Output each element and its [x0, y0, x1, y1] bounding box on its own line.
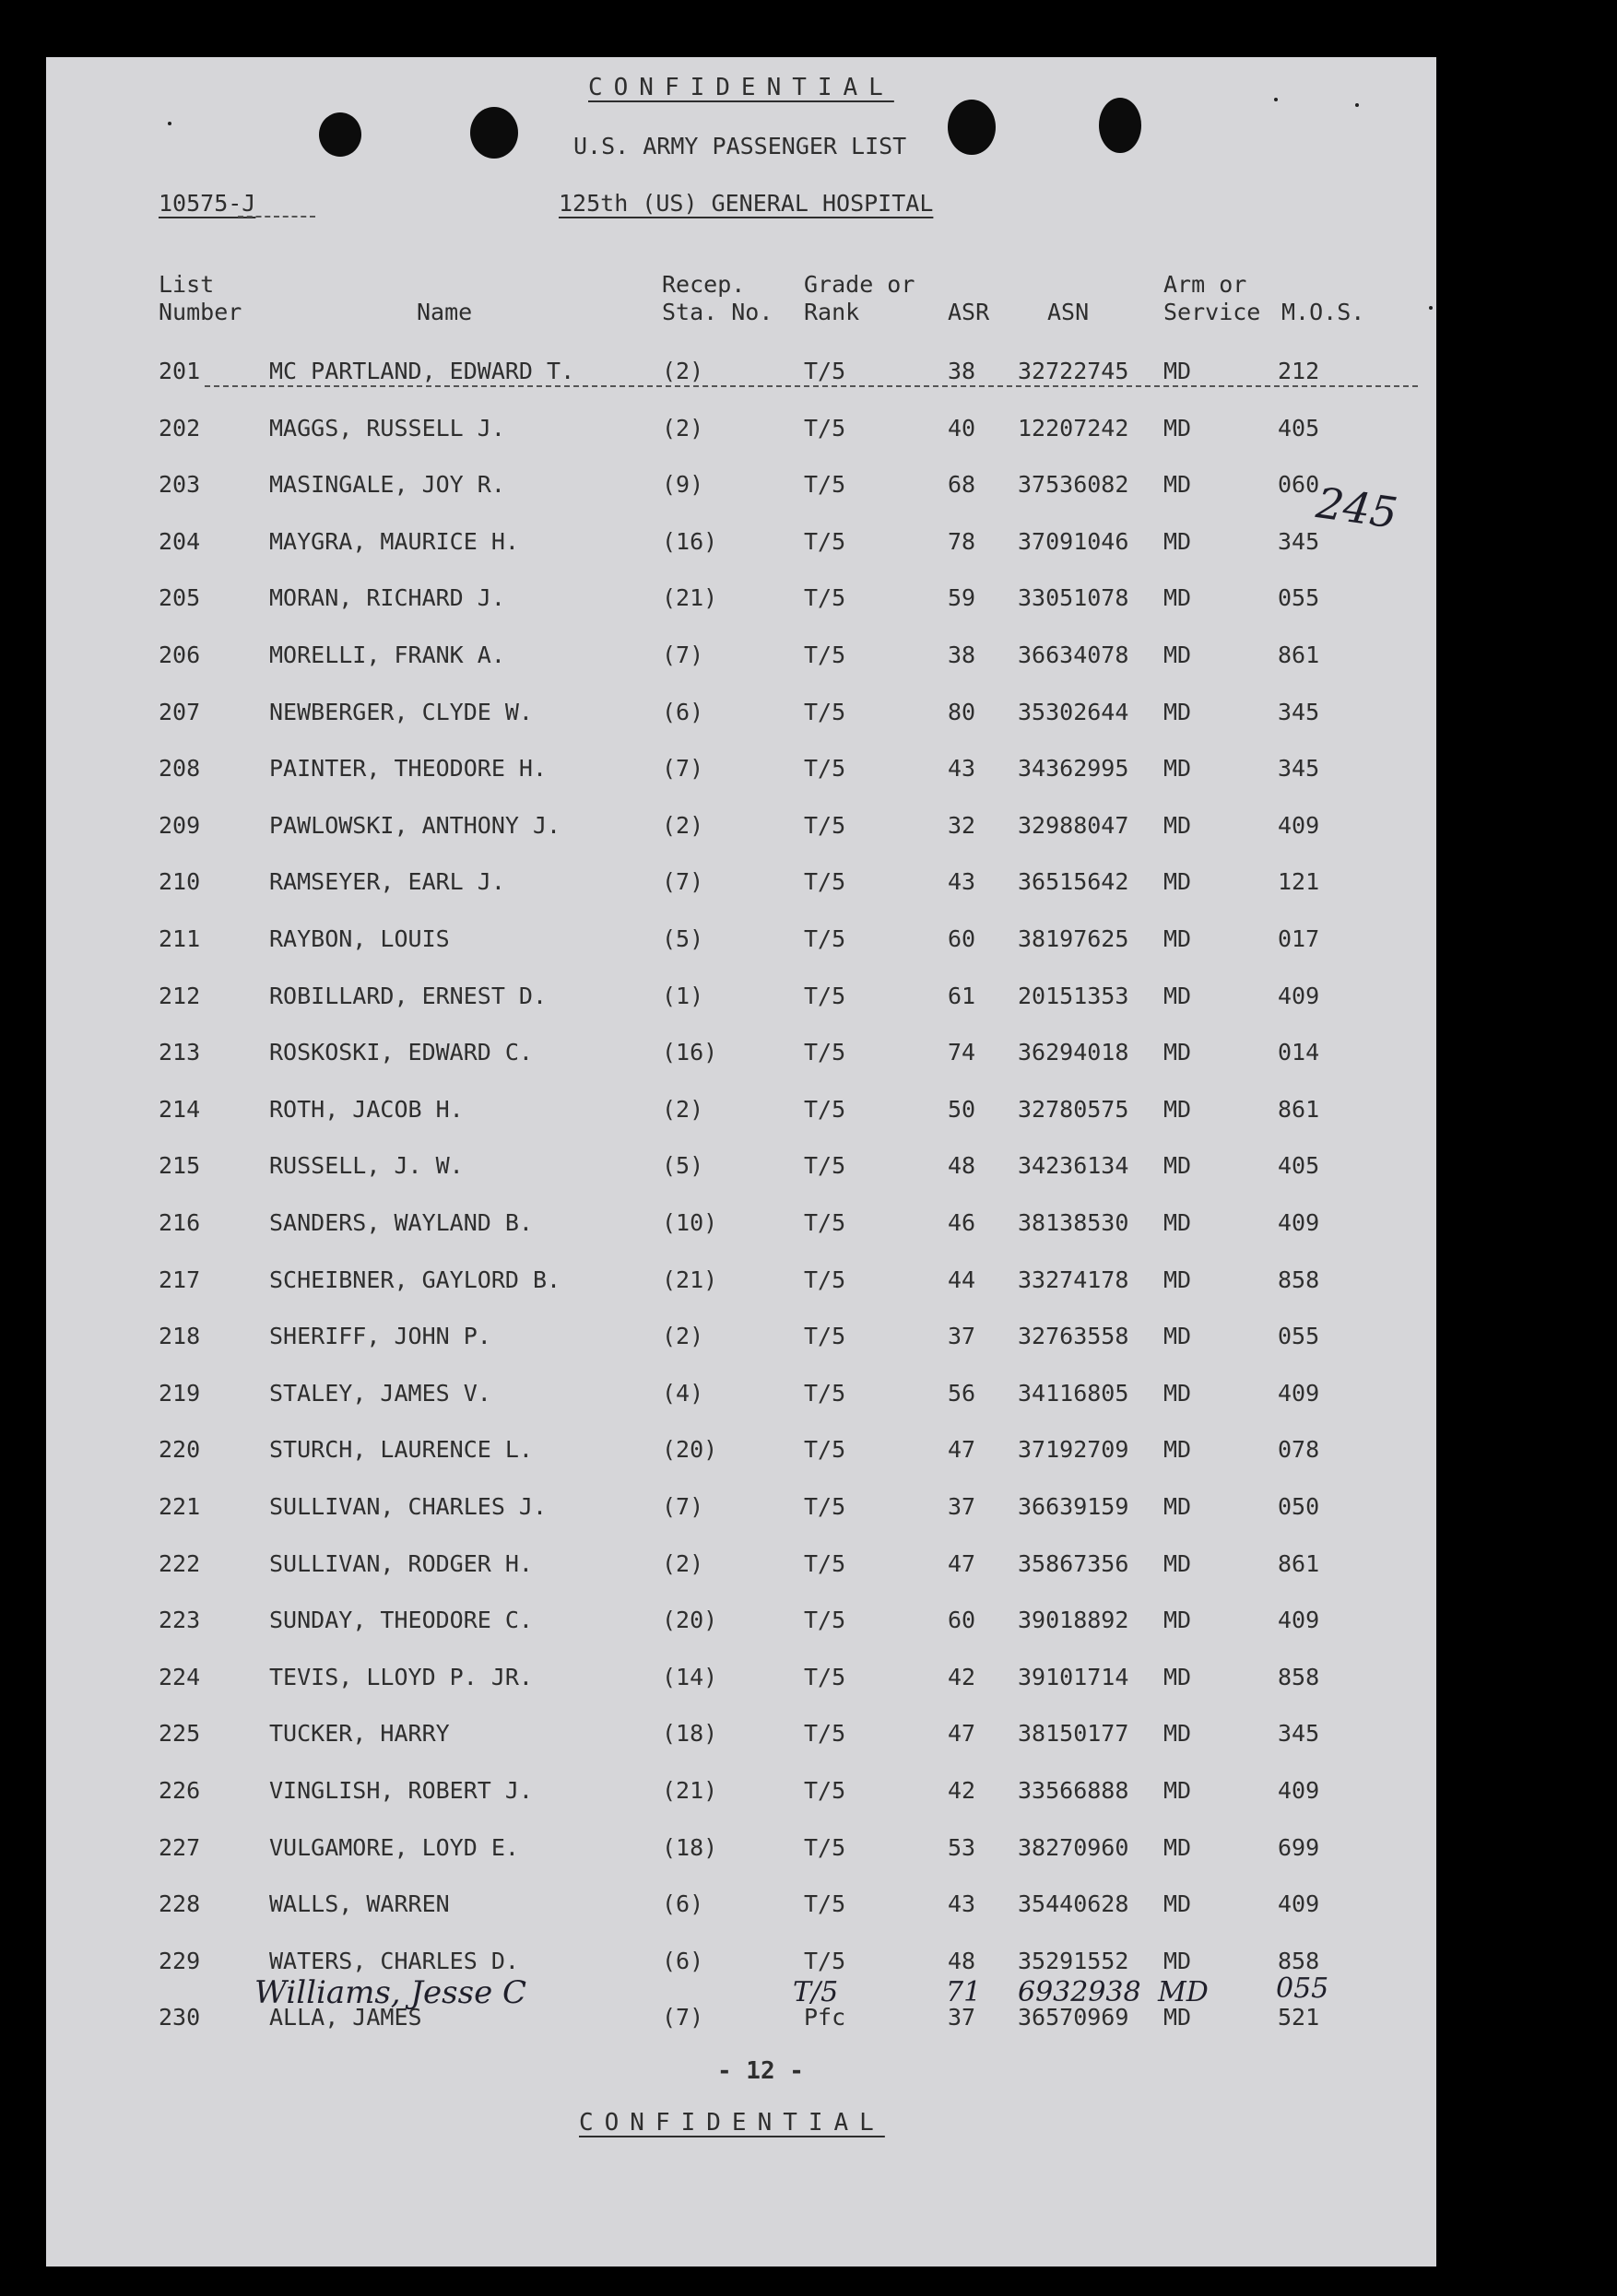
cell-num: 214: [159, 1095, 201, 1123]
cell-arm: MD: [1163, 471, 1192, 499]
cell-asn: 35302644: [1018, 698, 1129, 725]
cell-grade: T/5: [804, 1436, 846, 1464]
cell-num: 224: [159, 1663, 201, 1690]
list-title: U.S. ARMY PASSENGER LIST: [573, 133, 907, 159]
cell-arm: MD: [1163, 358, 1192, 384]
confidential-header: CONFIDENTIAL: [588, 74, 894, 101]
cell-asn: 37536082: [1018, 471, 1129, 499]
cell-name: PAINTER, THEODORE H.: [269, 755, 548, 783]
cell-sta: (9): [662, 471, 704, 499]
cell-asr: 74: [948, 1039, 976, 1066]
table-row: [46, 1380, 1436, 1415]
cell-arm: MD: [1163, 698, 1192, 725]
handwritten-grade: T/5: [793, 1976, 839, 2008]
cell-arm: MD: [1163, 1095, 1192, 1123]
cell-asr: 60: [948, 1607, 976, 1634]
cell-num: 201: [159, 358, 201, 384]
cell-arm: MD: [1163, 982, 1192, 1009]
cell-mos: 861: [1278, 642, 1320, 668]
cell-grade: T/5: [804, 1607, 846, 1634]
cell-num: 218: [159, 1323, 201, 1350]
cell-asn: 32722745: [1018, 358, 1129, 384]
cell-sta: (6): [662, 1947, 704, 1974]
cell-asr: 37: [948, 2004, 976, 2031]
cell-asn: 36515642: [1018, 868, 1129, 896]
cell-grade: Pfc: [804, 2004, 846, 2031]
cell-mos: 409: [1278, 1777, 1320, 1804]
cell-name: SANDERS, WAYLAND B.: [269, 1209, 533, 1236]
cell-sta: (18): [662, 1833, 718, 1861]
table-row: [46, 1266, 1436, 1301]
cell-arm: MD: [1163, 1039, 1192, 1066]
cell-asn: 33566888: [1018, 1777, 1129, 1804]
cell-asr: 78: [948, 527, 976, 555]
cell-name: NEWBERGER, CLYDE W.: [269, 698, 533, 725]
cell-sta: (2): [662, 1323, 704, 1350]
cell-sta: (2): [662, 1095, 704, 1123]
cell-arm: MD: [1163, 1209, 1192, 1236]
col-list-number: List Number: [159, 271, 242, 325]
cell-grade: T/5: [804, 1323, 846, 1350]
cell-name: MC PARTLAND, EDWARD T.: [269, 358, 575, 384]
table-row: [46, 1039, 1436, 1074]
cell-num: 226: [159, 1777, 201, 1804]
cell-grade: T/5: [804, 755, 846, 783]
cell-name: STURCH, LAURENCE L.: [269, 1436, 533, 1464]
cell-num: 219: [159, 1379, 201, 1407]
cell-grade: T/5: [804, 414, 846, 442]
cell-num: 211: [159, 925, 201, 952]
cell-sta: (14): [662, 1663, 718, 1690]
table-row: [46, 812, 1436, 847]
cell-mos: 017: [1278, 925, 1320, 952]
cell-asr: 50: [948, 1095, 976, 1123]
cell-asr: 40: [948, 414, 976, 442]
handwritten-asn: 6932938: [1018, 1976, 1141, 2008]
cell-num: 220: [159, 1436, 201, 1464]
cell-mos: 858: [1278, 1266, 1320, 1293]
cell-grade: T/5: [804, 1777, 846, 1804]
cell-mos: 409: [1278, 1379, 1320, 1407]
cell-grade: T/5: [804, 584, 846, 612]
page-number: - 12 -: [717, 2057, 804, 2085]
cell-grade: T/5: [804, 1833, 846, 1861]
col-asn: ASN: [1047, 299, 1090, 325]
cell-sta: (21): [662, 584, 718, 612]
cell-name: RAMSEYER, EARL J.: [269, 868, 505, 896]
cell-sta: (4): [662, 1379, 704, 1407]
cell-arm: MD: [1163, 414, 1192, 442]
table-row: [46, 1152, 1436, 1187]
cell-asn: 38138530: [1018, 1209, 1129, 1236]
doc-number: 10575-J: [159, 190, 256, 217]
table-row: [46, 1323, 1436, 1358]
col-grade: Grade or Rank: [804, 271, 915, 325]
cell-sta: (6): [662, 1890, 704, 1918]
handwritten-arm: MD: [1158, 1976, 1209, 2008]
cell-num: 208: [159, 755, 201, 783]
cell-asn: 37192709: [1018, 1436, 1129, 1464]
cell-asr: 32: [948, 811, 976, 839]
cell-arm: MD: [1163, 2004, 1192, 2031]
cell-mos: 858: [1278, 1947, 1320, 1974]
cell-asr: 68: [948, 471, 976, 499]
table-row: [46, 699, 1436, 734]
unit-name: 125th (US) GENERAL HOSPITAL: [559, 190, 934, 217]
cell-sta: (10): [662, 1209, 718, 1236]
cell-num: 210: [159, 868, 201, 896]
cell-grade: T/5: [804, 1549, 846, 1577]
cell-asr: 56: [948, 1379, 976, 1407]
cell-num: 225: [159, 1720, 201, 1748]
cell-num: 217: [159, 1266, 201, 1293]
table-row: [46, 1890, 1436, 1925]
document-page: [46, 57, 1436, 2267]
cell-asn: 38197625: [1018, 925, 1129, 952]
cell-asn: 32763558: [1018, 1323, 1129, 1350]
cell-arm: MD: [1163, 1266, 1192, 1293]
cell-sta: (2): [662, 414, 704, 442]
table-row: [46, 1493, 1436, 1528]
table-row: [46, 1664, 1436, 1699]
cell-asn: 36634078: [1018, 642, 1129, 668]
cell-name: SUNDAY, THEODORE C.: [269, 1607, 533, 1634]
cell-grade: T/5: [804, 1947, 846, 1974]
cell-arm: MD: [1163, 1833, 1192, 1861]
col-name: Name: [417, 299, 473, 325]
cell-arm: MD: [1163, 1379, 1192, 1407]
cell-asr: 47: [948, 1720, 976, 1748]
col-arm: Arm or Service: [1163, 271, 1261, 325]
cell-mos: 405: [1278, 414, 1320, 442]
cell-asr: 48: [948, 1947, 976, 1974]
cell-mos: 861: [1278, 1549, 1320, 1577]
cell-num: 204: [159, 527, 201, 555]
cell-arm: MD: [1163, 868, 1192, 896]
cell-asr: 42: [948, 1777, 976, 1804]
cell-sta: (2): [662, 1549, 704, 1577]
table-row: [46, 415, 1436, 450]
cell-mos: 699: [1278, 1833, 1320, 1861]
cell-sta: (2): [662, 358, 704, 384]
cell-arm: MD: [1163, 1607, 1192, 1634]
cell-asr: 48: [948, 1152, 976, 1180]
cell-sta: (1): [662, 982, 704, 1009]
cell-asn: 32780575: [1018, 1095, 1129, 1123]
cell-asn: 38270960: [1018, 1833, 1129, 1861]
cell-grade: T/5: [804, 925, 846, 952]
stamp-number: 245: [1313, 477, 1401, 538]
cell-name: SCHEIBNER, GAYLORD B.: [269, 1266, 561, 1293]
cell-name: WATERS, CHARLES D.: [269, 1947, 519, 1974]
punch-hole: [1099, 98, 1141, 153]
cell-asn: 38150177: [1018, 1720, 1129, 1748]
cell-mos: 861: [1278, 1095, 1320, 1123]
cell-grade: T/5: [804, 1493, 846, 1520]
cell-num: 209: [159, 811, 201, 839]
cell-asr: 37: [948, 1493, 976, 1520]
cell-grade: T/5: [804, 1720, 846, 1748]
cell-grade: T/5: [804, 1039, 846, 1066]
cell-asn: 35440628: [1018, 1890, 1129, 1918]
handwritten-name: Williams, Jesse C: [254, 1974, 527, 2011]
cell-sta: (2): [662, 811, 704, 839]
col-mos: M.O.S.: [1281, 299, 1365, 325]
cell-num: 216: [159, 1209, 201, 1236]
cell-mos: 409: [1278, 1607, 1320, 1634]
cell-name: ROBILLARD, ERNEST D.: [269, 982, 548, 1009]
cell-num: 222: [159, 1549, 201, 1577]
cell-name: SULLIVAN, CHARLES J.: [269, 1493, 548, 1520]
cell-grade: T/5: [804, 868, 846, 896]
cell-mos: 405: [1278, 1152, 1320, 1180]
cell-asr: 37: [948, 1323, 976, 1350]
cell-grade: T/5: [804, 471, 846, 499]
cell-asr: 80: [948, 698, 976, 725]
cell-asr: 59: [948, 584, 976, 612]
table-row: [46, 983, 1436, 1018]
cell-grade: T/5: [804, 527, 846, 555]
cell-name: MAYGRA, MAURICE H.: [269, 527, 519, 555]
cell-sta: (7): [662, 868, 704, 896]
cell-sta: (16): [662, 527, 718, 555]
cell-name: RAYBON, LOUIS: [269, 925, 450, 952]
cell-num: 221: [159, 1493, 201, 1520]
cell-asr: 43: [948, 868, 976, 896]
punch-hole: [470, 107, 518, 159]
cell-asn: 20151353: [1018, 982, 1129, 1009]
cell-asn: 34236134: [1018, 1152, 1129, 1180]
table-row: [46, 584, 1436, 619]
cell-mos: 121: [1278, 868, 1320, 896]
cell-asr: 44: [948, 1266, 976, 1293]
cell-mos: 345: [1278, 698, 1320, 725]
cell-asn: 33274178: [1018, 1266, 1129, 1293]
cell-num: 229: [159, 1947, 201, 1974]
cell-asr: 53: [948, 1833, 976, 1861]
table-row: [46, 1209, 1436, 1244]
cell-sta: (6): [662, 698, 704, 725]
cell-name: VINGLISH, ROBERT J.: [269, 1777, 533, 1804]
cell-sta: (21): [662, 1777, 718, 1804]
table-row: [46, 1436, 1436, 1471]
cell-mos: 409: [1278, 1209, 1320, 1236]
handwritten-mos: 055: [1276, 1972, 1329, 2005]
cell-grade: T/5: [804, 1152, 846, 1180]
cell-num: 212: [159, 982, 201, 1009]
cell-arm: MD: [1163, 925, 1192, 952]
cell-name: SHERIFF, JOHN P.: [269, 1323, 491, 1350]
cell-arm: MD: [1163, 1777, 1192, 1804]
cell-num: 203: [159, 471, 201, 499]
col-recep-sta: Recep. Sta. No.: [662, 271, 773, 325]
cell-name: PAWLOWSKI, ANTHONY J.: [269, 811, 561, 839]
cell-mos: 345: [1278, 755, 1320, 783]
cell-mos: 409: [1278, 1890, 1320, 1918]
cell-asr: 38: [948, 642, 976, 668]
cell-arm: MD: [1163, 1947, 1192, 1974]
cell-asn: 39101714: [1018, 1663, 1129, 1690]
cell-name: SULLIVAN, RODGER H.: [269, 1549, 533, 1577]
cell-num: 230: [159, 2004, 201, 2031]
cell-sta: (7): [662, 755, 704, 783]
cell-arm: MD: [1163, 1890, 1192, 1918]
cell-asn: 39018892: [1018, 1607, 1129, 1634]
table-row: [46, 925, 1436, 960]
table-row: [46, 1550, 1436, 1585]
cell-name: ALLA, JAMES: [269, 2004, 422, 2031]
cell-asr: 61: [948, 982, 976, 1009]
cell-mos: 409: [1278, 982, 1320, 1009]
cell-name: TEVIS, LLOYD P. JR.: [269, 1663, 533, 1690]
cell-arm: MD: [1163, 1323, 1192, 1350]
cell-mos: 060: [1278, 471, 1320, 499]
cell-arm: MD: [1163, 1493, 1192, 1520]
cell-sta: (20): [662, 1607, 718, 1634]
cell-asn: 33051078: [1018, 584, 1129, 612]
cell-num: 202: [159, 414, 201, 442]
table-row: [46, 471, 1436, 506]
cell-mos: 521: [1278, 2004, 1320, 2031]
cell-arm: MD: [1163, 1436, 1192, 1464]
cell-num: 228: [159, 1890, 201, 1918]
table-row: [46, 642, 1436, 677]
cell-asr: 38: [948, 358, 976, 384]
cell-arm: MD: [1163, 1720, 1192, 1748]
cell-grade: T/5: [804, 982, 846, 1009]
cell-asn: 37091046: [1018, 527, 1129, 555]
cell-sta: (7): [662, 1493, 704, 1520]
cell-grade: T/5: [804, 1209, 846, 1236]
cell-mos: 014: [1278, 1039, 1320, 1066]
table-row: [46, 755, 1436, 790]
cell-asr: 47: [948, 1436, 976, 1464]
cell-asr: 43: [948, 755, 976, 783]
cell-asr: 42: [948, 1663, 976, 1690]
cell-asn: 35291552: [1018, 1947, 1129, 1974]
table-row: [46, 1720, 1436, 1755]
cell-name: MORELLI, FRANK A.: [269, 642, 505, 668]
cell-asn: 35867356: [1018, 1549, 1129, 1577]
cell-sta: (21): [662, 1266, 718, 1293]
cell-asn: 12207242: [1018, 414, 1129, 442]
cell-sta: (7): [662, 642, 704, 668]
col-asr: ASR: [948, 299, 990, 325]
cell-grade: T/5: [804, 1095, 846, 1123]
cell-arm: MD: [1163, 527, 1192, 555]
cell-mos: 078: [1278, 1436, 1320, 1464]
cell-mos: 055: [1278, 1323, 1320, 1350]
cell-num: 227: [159, 1833, 201, 1861]
cell-name: MASINGALE, JOY R.: [269, 471, 505, 499]
table-row: [46, 1096, 1436, 1131]
cell-mos: 050: [1278, 1493, 1320, 1520]
cell-arm: MD: [1163, 811, 1192, 839]
cell-grade: T/5: [804, 1890, 846, 1918]
cell-mos: 345: [1278, 1720, 1320, 1748]
table-row: [46, 1777, 1436, 1812]
punch-hole: [319, 112, 361, 157]
cell-mos: 858: [1278, 1663, 1320, 1690]
cell-arm: MD: [1163, 755, 1192, 783]
cell-asn: 36294018: [1018, 1039, 1129, 1066]
cell-asr: 46: [948, 1209, 976, 1236]
cell-sta: (7): [662, 2004, 704, 2031]
cell-grade: T/5: [804, 811, 846, 839]
cell-num: 213: [159, 1039, 201, 1066]
cell-asr: 60: [948, 925, 976, 952]
cell-mos: 055: [1278, 584, 1320, 612]
cell-name: ROTH, JACOB H.: [269, 1095, 464, 1123]
handwritten-asr: 71: [946, 1976, 982, 2008]
cell-num: 205: [159, 584, 201, 612]
cell-asn: 32988047: [1018, 811, 1129, 839]
cell-num: 223: [159, 1607, 201, 1634]
cell-asr: 43: [948, 1890, 976, 1918]
cell-name: MAGGS, RUSSELL J.: [269, 414, 505, 442]
table-row: [46, 1834, 1436, 1869]
punch-hole: [948, 100, 996, 155]
confidential-footer: CONFIDENTIAL: [579, 2109, 885, 2137]
cell-name: STALEY, JAMES V.: [269, 1379, 491, 1407]
cell-mos: 212: [1278, 358, 1320, 384]
cell-arm: MD: [1163, 1663, 1192, 1690]
table-row: [46, 358, 1436, 393]
cell-grade: T/5: [804, 1266, 846, 1293]
cell-grade: T/5: [804, 698, 846, 725]
cell-asn: 36639159: [1018, 1493, 1129, 1520]
cell-grade: T/5: [804, 1663, 846, 1690]
cell-asn: 36570969: [1018, 2004, 1129, 2031]
cell-sta: (16): [662, 1039, 718, 1066]
cell-grade: T/5: [804, 358, 846, 384]
cell-arm: MD: [1163, 1549, 1192, 1577]
table-row: [46, 528, 1436, 563]
cell-num: 207: [159, 698, 201, 725]
cell-name: TUCKER, HARRY: [269, 1720, 450, 1748]
cell-name: WALLS, WARREN: [269, 1890, 450, 1918]
cell-sta: (5): [662, 925, 704, 952]
cell-mos: 345: [1278, 527, 1320, 555]
cell-name: MORAN, RICHARD J.: [269, 584, 505, 612]
cell-grade: T/5: [804, 1379, 846, 1407]
cell-sta: (5): [662, 1152, 704, 1180]
cell-name: RUSSELL, J. W.: [269, 1152, 464, 1180]
cell-sta: (18): [662, 1720, 718, 1748]
cell-arm: MD: [1163, 584, 1192, 612]
cell-name: VULGAMORE, LOYD E.: [269, 1833, 519, 1861]
cell-asn: 34116805: [1018, 1379, 1129, 1407]
cell-num: 206: [159, 642, 201, 668]
cell-arm: MD: [1163, 642, 1192, 668]
cell-name: ROSKOSKI, EDWARD C.: [269, 1039, 533, 1066]
cell-arm: MD: [1163, 1152, 1192, 1180]
cell-asr: 47: [948, 1549, 976, 1577]
cell-num: 215: [159, 1152, 201, 1180]
table-row: [46, 868, 1436, 903]
cell-sta: (20): [662, 1436, 718, 1464]
table-row: [46, 1607, 1436, 1642]
cell-mos: 409: [1278, 811, 1320, 839]
cell-asn: 34362995: [1018, 755, 1129, 783]
cell-grade: T/5: [804, 642, 846, 668]
